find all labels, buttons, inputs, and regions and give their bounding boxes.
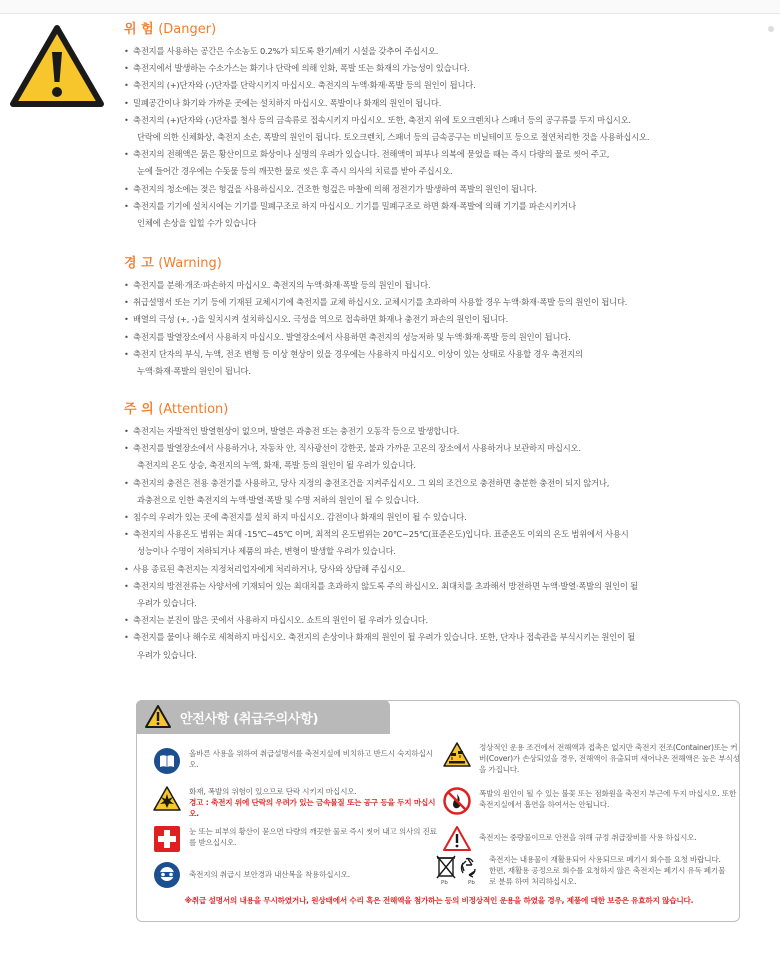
warning-triangle-icon	[8, 22, 106, 110]
list-item-text: • 축전지의 충전은 전용 충전기를 사용하고, 당사 지정의 충전조건을 지켜주십시오. 그 외의 조건으로 충전하면 충분한 충전이 되지 않거나,	[133, 477, 610, 488]
list-item-text: 배열의 극성 (+, -)을 일치시켜 설치하십시오. 극성을 역으로 접속하면 화재나 충전기 파손의 원인이 됩니다.	[133, 314, 509, 325]
list-item	[124, 440, 764, 474]
caution-triangle-icon	[443, 825, 471, 853]
safety-text-explosion: 화재, 폭발의 위험이 있으므로 단락 시키지 마십시오.	[189, 787, 357, 796]
list-item-text: 축전지는 분진이 많은 곳에서 사용하지 마십시오. 쇼트의 원인이 될 우려가 있습니다.	[133, 615, 428, 626]
list-item-text: 축전지를 사용하는 공간은 수소농도 0.2%가 되도록 환기/배기 시설을 갖추어 주십시오.	[133, 46, 439, 56]
list-item	[124, 526, 764, 560]
safety-card-title: 안전사항 (취급주의사항)	[180, 712, 319, 727]
safety-card	[136, 700, 740, 922]
list-item-text: • 축전지의 사용온도 범위는 최대 -15℃~45℃ 이며, 최적의 온도범위는 20℃~25℃(표준온도)입니다. 표준온도 이외의 온도 범위에서 사용시	[133, 529, 629, 540]
safety-card-tab	[136, 700, 390, 734]
list-item-text: • 축전지를 물이나 해수로 세척하지 마십시오. 축전지의 손상이나 화재의 원인이 될 우려가 있습니다. 또한, 단자나 접속관을 부식시키는 원인이 될	[133, 632, 636, 643]
list-item-text: 축전지는 자발적인 발열현상이 없으며, 발열은 과충전 또는 충전기 오동작 등으로 발생합니다.	[133, 426, 460, 436]
list-item	[124, 329, 764, 346]
list-item-continuation: 과충전으로 인한 축전지의 누액·발열·폭발 및 수명 저하의 원인이 될 수 있습니다.	[137, 494, 419, 505]
warning-list	[124, 277, 764, 380]
safety-text-no-fire: 폭발의 원인이 될 수 있는 불꽃 또는 점화원을 축전지 부근에 두지 마십시오. 또한 축전지실에서 흡연을 하여서는 안됩니다.	[479, 789, 737, 809]
list-item	[124, 77, 764, 94]
list-item-text: 사용 종료된 축전지는 지정처리업자에게 처리하거나, 당사와 상담해 주십시오.	[133, 563, 406, 574]
attention-section	[124, 402, 764, 664]
list-item	[124, 146, 764, 180]
list-item	[124, 346, 764, 380]
safety-text-goggles: 축전지의 취급시 보안경과 내산복을 착용하십시오.	[189, 870, 350, 879]
list-item	[124, 294, 764, 311]
warranty-notice: ※취급 설명서의 내용을 무시하였거나, 원상태에서 수리 혹은 전해액을 첨가하는 등의 비정상적인 운용을 하였을 경우, 제품에 대한 보증은 유효하지 않습니다.	[184, 896, 694, 905]
list-item	[124, 423, 764, 440]
list-item	[124, 95, 764, 112]
danger-list	[124, 43, 764, 232]
list-item-text: 축전지에서 발생하는 수소가스는 화기나 단락에 의해 인화, 폭발 또는 화재의 가능성이 있습니다.	[133, 63, 470, 74]
list-item-text: 취급설명서 또는 기기 등에 기재된 교체시기에 축전지를 교체 하십시오. 교체시기를 초과하여 사용할 경우 누액·화재·폭발 등의 원인이 됩니다.	[133, 297, 628, 308]
caution-triangle-icon	[144, 704, 172, 729]
safety-text-heavy: 축전지는 중량물이므로 안전을 위해 규정 취급장비를 사용 하십시오.	[479, 833, 697, 842]
list-item-text: • 축전지의 (+)단자와 (-)단자를 철사 등의 금속류로 접속시키지 마십시오. 또한, 축전지 위에 토오크렌치나 스패너 등의 공구류를 두지 마십시오.	[133, 114, 631, 125]
danger-section	[124, 22, 764, 232]
list-item-text: • 축전지의 방전전류는 사양서에 기재되어 있는 최대치를 초과하지 않도록 주의 하십시오. 최대치를 초과해서 방전하면 누액·발열·폭발의 원인이 될	[133, 580, 638, 591]
list-item	[124, 181, 764, 198]
list-item-text: • 축전지의 전해액은 묽은 황산이므로 화상이나 실명의 우려가 있습니다. 전해액이 피부나 의복에 묻었을 때는 즉시 다량의 물로 씻어 주고,	[133, 149, 610, 160]
scroll-dot	[768, 26, 774, 32]
list-item-continuation: 눈에 들어간 경우에는 수돗물 등의 깨끗한 물로 씻은 후 즉시 의사의 치료를 받아 주십시오.	[137, 166, 453, 177]
list-item	[124, 475, 764, 509]
list-item-text: 밀폐공간이나 화기와 가까운 곳에는 설치하지 마십시오. 폭발이나 화재의 원인이 됩니다.	[133, 97, 442, 108]
list-item	[124, 198, 764, 232]
safety-text-first-aid: 눈 또는 피부의 황산이 묻으면 다량의 깨끗한 물로 즉시 씻어 내고 의사의 진료를 받으십시오.	[189, 827, 437, 847]
list-item-text: • 축전지를 기기에 설치시에는 기기를 밀폐구조로 하지 마십시오. 기기를 밀폐구조로 하면 화재·폭발에 의해 기기를 파손시키거나	[133, 200, 576, 211]
list-item-text: • 축전지 단자의 부식, 누액, 전조 변형 등 이상 현상이 있을 경우에는 사용하지 마십시오. 이상이 있는 상태로 사용할 경우 축전지의	[133, 348, 583, 359]
list-item	[124, 60, 764, 77]
no-fire-icon	[443, 787, 471, 815]
danger-title: 위 험 (Danger)	[124, 22, 217, 37]
list-item-text: • 축전지를 발열장소에서 사용하거나, 자동차 안, 직사광선이 강한곳, 불과 가까운 고온의 장소에서 사용하거나 보관하지 마십시오.	[133, 443, 581, 454]
safety-text-manual: 올바른 사용을 위하여 취급설명서를 축전지실에 비치하고 반드시 숙지하십시오.	[189, 749, 433, 769]
corrosive-warning-icon	[443, 741, 471, 769]
list-item	[124, 311, 764, 328]
warning-title: 경 고 (Warning)	[124, 256, 222, 271]
warning-section	[124, 256, 764, 380]
pb-label-bin: Pb	[441, 880, 448, 886]
manual-book-icon	[153, 747, 181, 775]
list-item-continuation: 우려가 있습니다.	[137, 649, 197, 660]
list-item-continuation: 성능이나 수명이 저하되거나 제품의 파손, 변형이 발생할 우려가 있습니다.	[137, 546, 396, 557]
safety-text-corrosive: 정상적인 운용 조건에서 전해액과 접촉은 없지만 축전지 전조(Container)또는 커버(Cover)가 손상되었을 경우, 전해액이 유출되며 새어나온 전해액은 높은 부식성을 가집니다.	[479, 743, 740, 774]
safety-goggles-icon	[153, 861, 181, 889]
list-item	[124, 277, 764, 294]
list-item	[124, 509, 764, 526]
list-item	[124, 561, 764, 578]
list-item-continuation: 누액·화재·폭발의 원인이 됩니다.	[137, 366, 251, 377]
list-item	[124, 578, 764, 612]
list-item	[124, 629, 764, 663]
list-item-text: 침수의 우려가 있는 곳에 축전지를 설치 하지 마십시오. 감전이나 화재의 원인이 될 수 있습니다.	[133, 512, 467, 523]
safety-text-recycle: 축전지는 내용물이 재활용되어 사용되므로 폐기시 회수를 요청 바랍니다. 한편, 재활용 공정으로 회수를 요청하지 않은 축전지는 폐기시 유독 폐기물로 분류 하여 처리하십시오.	[489, 855, 726, 886]
top-bar	[0, 0, 780, 14]
explosion-icon	[153, 785, 181, 813]
list-item	[124, 612, 764, 629]
safety-text-explosion-warning: 경고 : 축전지 위에 단락의 우려가 있는 금속물질 또는 공구 등을 두지 마십시오.	[189, 798, 436, 818]
list-item-continuation: 축전지의 온도 상승, 축전지의 누액, 화재, 폭발 등의 원인이 될 우려가 있습니다.	[137, 460, 416, 471]
list-item-text: 축전지의 (+)단자와 (-)단자를 단락시키지 마십시오. 축전지의 누액·화재·폭발 등의 원인이 됩니다.	[133, 80, 476, 91]
pb-label-recycle: Pb	[468, 880, 475, 886]
list-item-text: 축전지를 분해·개조·파손하지 마십시오. 축전지의 누액·화재·폭발 등의 원인이 됩니다.	[133, 280, 431, 290]
list-item	[124, 43, 764, 60]
list-item-continuation: 인체에 손상을 입힐 수가 있습니다	[137, 218, 257, 229]
first-aid-icon	[153, 825, 181, 853]
list-item-text: 축전지를 발열장소에서 사용하지 마십시오. 발열장소에서 사용하면 축전지의 성능저하 및 누액·화재·폭발 등의 원인이 됩니다.	[133, 331, 571, 342]
list-item-continuation: 단락에 의한 신체화상, 축전지 소손, 폭발의 원인이 됩니다. 토오크렌치, 스패너 등의 금속공구는 비닐테이프 등으로 절연처리한 것을 사용하십시오.	[137, 132, 650, 143]
attention-list	[124, 423, 764, 664]
attention-title: 주 의 (Attention)	[124, 402, 229, 417]
list-item-text: 축전지의 청소에는 젖은 헝겊을 사용하십시오. 건조한 헝겊은 마찰에 의해 정전기가 발생하여 폭발의 원인이 됩니다.	[133, 183, 537, 194]
list-item-continuation: 우려가 있습니다.	[137, 598, 197, 609]
list-item	[124, 112, 764, 146]
